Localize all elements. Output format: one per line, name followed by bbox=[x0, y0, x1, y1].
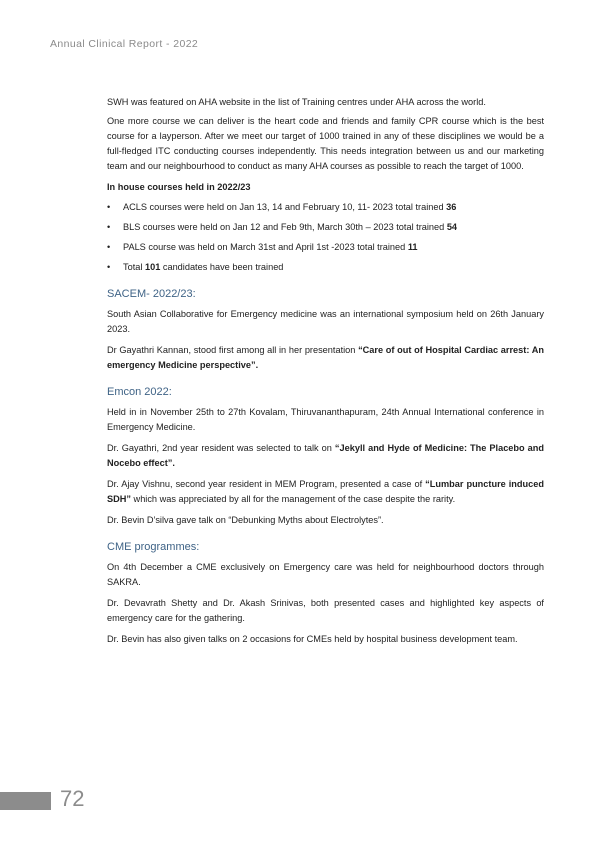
in-house-courses-list bbox=[107, 200, 544, 275]
page-footer-bar bbox=[0, 792, 51, 810]
page-number: 72 bbox=[60, 786, 85, 811]
emcon-heading: Emcon 2022: bbox=[107, 386, 172, 398]
cme-paragraph-2: Dr. Devavrath Shetty and Dr. Akash Srinivas, both presented cases and highlighted key aspects of emergency care for the gathering. bbox=[107, 598, 544, 623]
bullet-icon: • bbox=[107, 222, 111, 232]
sacem-paragraph-2: Dr Gayathri Kannan, stood first among all in her presentation “Care of out of Hospital Cardiac arrest: An emergency Medicine perspective”. bbox=[107, 345, 544, 370]
cme-paragraph-1: On 4th December a CME exclusively on Emergency care was held for neighbourhood doctors through SAKRA. bbox=[107, 562, 544, 587]
bullet-icon: • bbox=[107, 242, 111, 252]
intro-paragraph-2: One more course we can deliver is the heart code and friends and family CPR course which is the best course for a layperson. After we meet our target of 1000 trained in any of these disciplines we would be a full-fledged ITC conducting courses independently. This needs integration between us and our marketing team and our neighbourhood to conduct as many AHA courses as possible to reach the target of 1000. bbox=[107, 116, 544, 171]
sacem-paragraph-1: South Asian Collaborative for Emergency medicine was an international symposium held on 26th January 2023. bbox=[107, 309, 544, 334]
list-item: • PALS course was held on March 31st and April 1st -2023 total trained 11 bbox=[107, 240, 544, 255]
emcon-paragraph-1: Held in in November 25th to 27th Kovalam, Thiruvananthapuram, 24th Annual International conference in Emergency Medicine. bbox=[107, 407, 544, 432]
bullet-icon: • bbox=[107, 262, 111, 272]
cme-heading: CME programmes: bbox=[107, 541, 200, 553]
emcon-paragraph-2: Dr. Gayathri, 2nd year resident was selected to talk on “Jekyll and Hyde of Medicine: The Placebo and Nocebo effect”. bbox=[107, 443, 544, 468]
emcon-paragraph-3: Dr. Ajay Vishnu, second year resident in MEM Program, presented a case of “Lumbar puncture induced SDH” which was appreciated by all for the management of the case despite the rarity. bbox=[107, 479, 544, 504]
report-body bbox=[107, 95, 544, 653]
intro-paragraph-1: SWH was featured on AHA website in the list of Training centres under AHA across the world. bbox=[107, 97, 486, 107]
list-item: • ACLS courses were held on Jan 13, 14 and February 10, 11- 2023 total trained 36 bbox=[107, 200, 544, 215]
in-house-courses-heading: In house courses held in 2022/23 bbox=[107, 182, 251, 192]
emcon-paragraph-4: Dr. Bevin D’silva gave talk on “Debunking Myths about Electrolytes”. bbox=[107, 515, 384, 525]
sacem-heading: SACEM- 2022/23: bbox=[107, 288, 196, 300]
list-item: • BLS courses were held on Jan 12 and Feb 9th, March 30th – 2023 total trained 54 bbox=[107, 220, 544, 235]
cme-paragraph-3: Dr. Bevin has also given talks on 2 occasions for CMEs held by hospital business development team. bbox=[107, 634, 518, 644]
list-item: • Total 101 candidates have been trained bbox=[107, 260, 544, 275]
running-head: Annual Clinical Report - 2022 bbox=[50, 38, 199, 50]
bullet-icon: • bbox=[107, 202, 111, 212]
